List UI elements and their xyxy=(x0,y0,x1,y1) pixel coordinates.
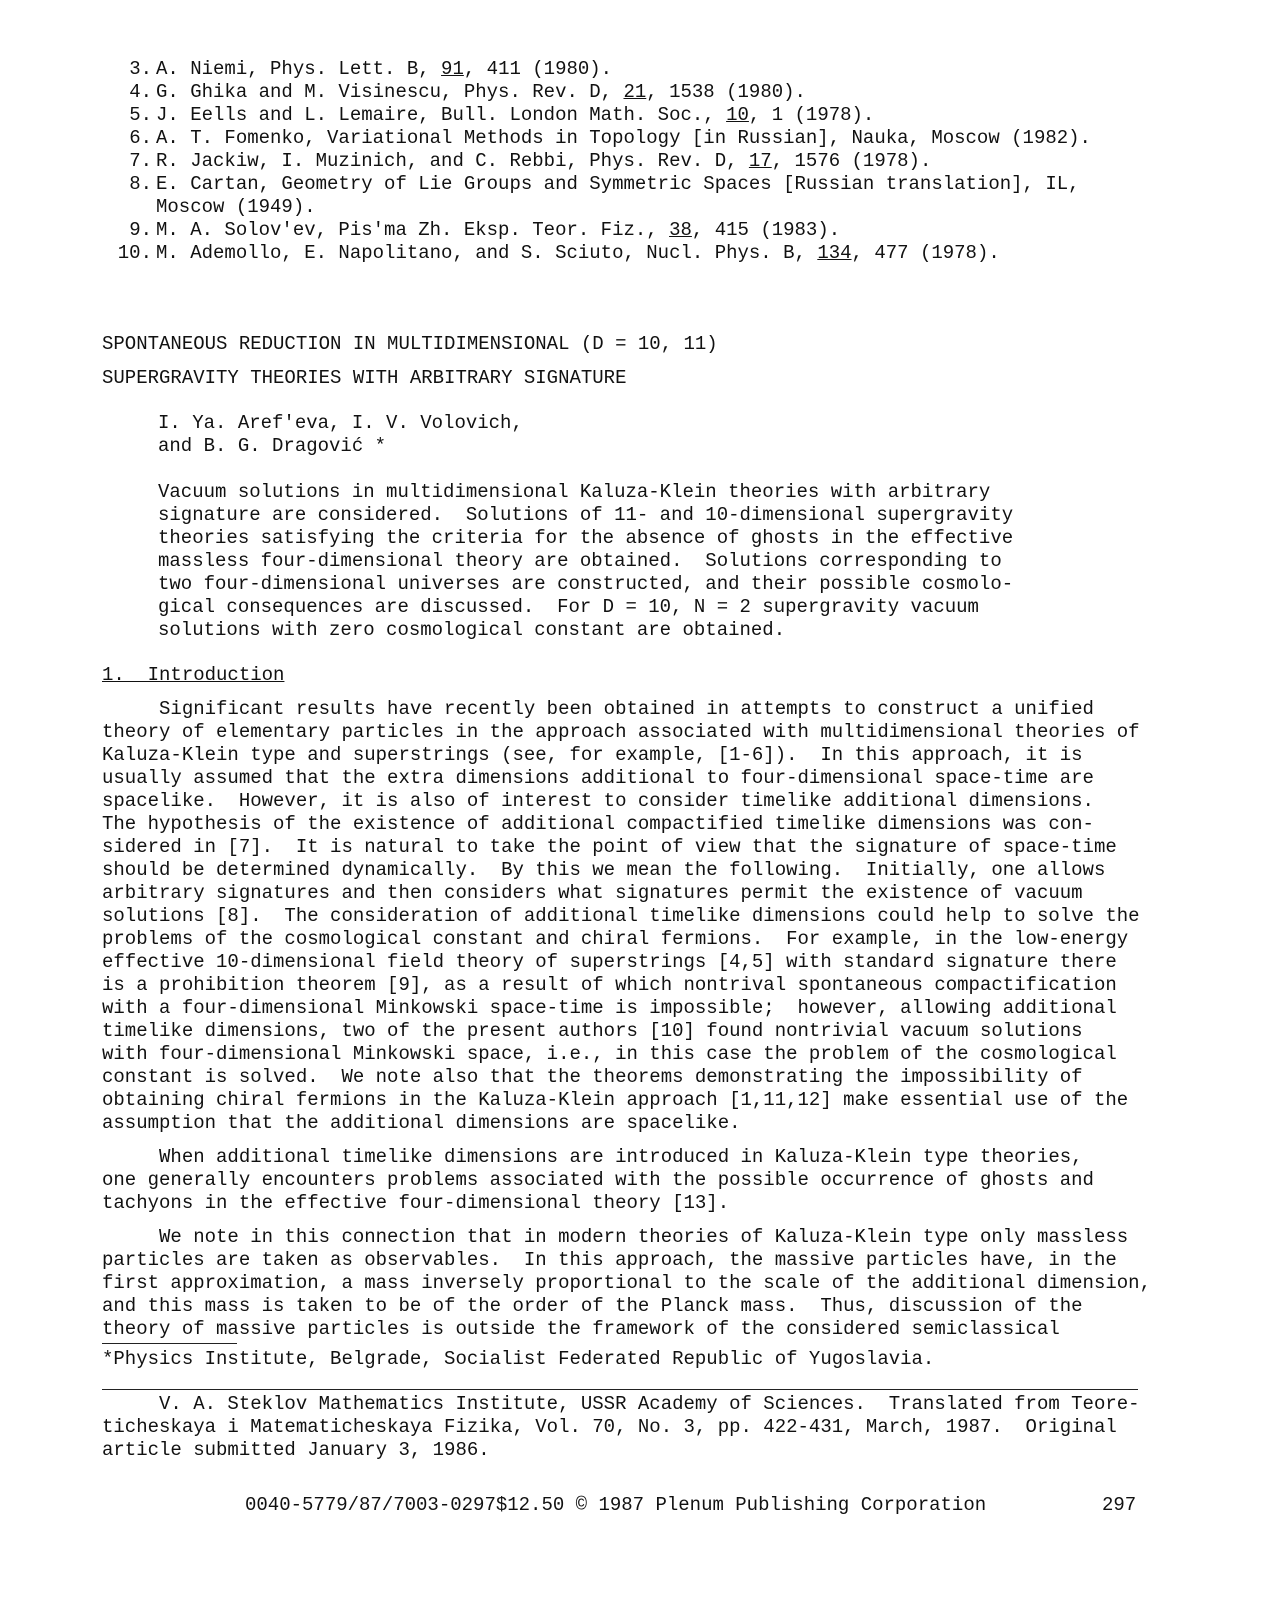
text-line: theory of elementary particles in the approach associated with multidimensional theories of xyxy=(102,721,1140,743)
page-number: 297 xyxy=(1102,1494,1137,1516)
text-line: particles are taken as observables. In this approach, the massive particles have, in the xyxy=(102,1249,1117,1271)
reference-volume: 91 xyxy=(441,58,464,80)
title-line: SPONTANEOUS REDUCTION IN MULTIDIMENSIONAL (D = 10, 11) xyxy=(102,333,718,355)
reference-list xyxy=(100,58,1160,265)
text-line: theory of massive particles is outside the framework of the considered semiclassical xyxy=(102,1318,1060,1340)
reference-number: 9. xyxy=(129,219,152,241)
abstract-line: theories satisfying the criteria for the absence of ghosts in the effective xyxy=(158,527,1014,549)
page-footer xyxy=(0,1494,1261,1518)
text-line: When additional timelike dimensions are introduced in Kaluza-Klein type theories, xyxy=(102,1146,1083,1168)
affiliation-line: V. A. Steklov Mathematics Institute, USSR Academy of Sciences. Translated from Teore- xyxy=(102,1393,1140,1415)
reference-volume: 17 xyxy=(748,150,772,172)
text-line: solutions [8]. The consideration of additional timelike dimensions could help to solve the xyxy=(102,905,1140,927)
affiliation-line: article submitted January 3, 1986. xyxy=(102,1439,490,1461)
text-line: tachyons in the effective four-dimensional theory [13]. xyxy=(102,1192,730,1214)
reference-text: M. A. Solov'ev, Pis'ma Zh. Eksp. Teor. Fiz., 38, 415 (1983). xyxy=(156,219,841,241)
affiliation-note xyxy=(102,1393,1162,1462)
authors-line: and B. G. Dragović * xyxy=(158,435,387,457)
article-title xyxy=(102,333,1162,401)
reference-text: G. Ghika and M. Visinescu, Phys. Rev. D, 21, 1538 (1980). xyxy=(156,81,806,103)
footnote-divider xyxy=(102,1343,237,1344)
reference-text: M. Ademollo, E. Napolitano, and S. Sciuto, Nucl. Phys. B, 134, 477 (1978). xyxy=(156,242,1000,264)
reference-item xyxy=(100,173,1160,219)
author-list xyxy=(158,412,1058,458)
abstract-line: two four-dimensional universes are constructed, and their possible cosmolo- xyxy=(158,573,1014,595)
text-line: obtaining chiral fermions in the Kaluza-Klein approach [1,11,12] make essential use of the xyxy=(102,1089,1129,1111)
reference-item xyxy=(100,219,1160,242)
abstract-line: massless four-dimensional theory are obtained. Solutions corresponding to xyxy=(158,550,1002,572)
reference-number: 4. xyxy=(129,81,152,103)
reference-item xyxy=(100,242,1160,265)
reference-item xyxy=(100,58,1160,81)
reference-item xyxy=(100,150,1160,173)
reference-number: 8. xyxy=(129,173,152,195)
reference-volume: 10 xyxy=(726,104,749,126)
reference-number: 10. xyxy=(117,242,152,264)
reference-item xyxy=(100,127,1160,150)
abstract-line: signature are considered. Solutions of 11- and 10-dimensional supergravity xyxy=(158,504,1014,526)
reference-volume: 134 xyxy=(817,242,852,264)
text-line: sidered in [7]. It is natural to take the point of view that the signature of space-time xyxy=(102,836,1117,858)
text-line: assumption that the additional dimensions are spacelike. xyxy=(102,1112,741,1134)
reference-item xyxy=(100,104,1160,127)
reference-text: J. Eells and L. Lemaire, Bull. London Math. Soc., 10, 1 (1978). xyxy=(156,104,875,126)
reference-text: R. Jackiw, I. Muzinich, and C. Rebbi, Phys. Rev. D, 17, 1576 (1978). xyxy=(156,150,932,172)
text-line: constant is solved. We note also that the theorems demonstrating the impossibility of xyxy=(102,1066,1083,1088)
reference-number: 7. xyxy=(129,150,152,172)
reference-text: E. Cartan, Geometry of Lie Groups and Symmetric Spaces [Russian translation], IL, Moscow (1949). xyxy=(156,173,1080,218)
text-line: Significant results have recently been obtained in attempts to construct a unified xyxy=(102,698,1094,720)
abstract-line: Vacuum solutions in multidimensional Kaluza-Klein theories with arbitrary xyxy=(158,481,991,503)
affiliation-line: ticheskaya i Matematicheskaya Fizika, Vol. 70, No. 3, pp. 422-431, March, 1987. Original xyxy=(102,1416,1117,1438)
text-line: usually assumed that the extra dimensions additional to four-dimensional space-time are xyxy=(102,767,1094,789)
reference-number: 5. xyxy=(129,104,152,126)
abstract-line: gical consequences are discussed. For D = 10, N = 2 supergravity vacuum xyxy=(158,596,979,618)
publication-code: 0040-5779/87/7003-0297$12.50 © 1987 Plenum Publishing Corporation xyxy=(245,1494,987,1516)
affiliation-divider xyxy=(102,1389,1138,1390)
reference-number: 6. xyxy=(129,127,152,149)
text-line: with a four-dimensional Minkowski space-time is impossible; however, allowing additional xyxy=(102,997,1117,1019)
reference-number: 3. xyxy=(129,58,152,80)
reference-text: A. T. Fomenko, Variational Methods in Topology [in Russian], Nauka, Moscow (1982). xyxy=(156,127,1091,149)
text-line: spacelike. However, it is also of interest to consider timelike additional dimensions. xyxy=(102,790,1094,812)
footnote: *Physics Institute, Belgrade, Socialist Federated Republic of Yugoslavia. xyxy=(102,1348,935,1370)
text-line: The hypothesis of the existence of additional compactified timelike dimensions was con- xyxy=(102,813,1094,835)
authors-line: I. Ya. Aref'eva, I. V. Volovich, xyxy=(158,412,523,434)
text-line: and this mass is taken to be of the order of the Planck mass. Thus, discussion of the xyxy=(102,1295,1083,1317)
text-line: Kaluza-Klein type and superstrings (see, for example, [1-6]). In this approach, it is xyxy=(102,744,1083,766)
text-line: We note in this connection that in modern theories of Kaluza-Klein type only massless xyxy=(102,1226,1129,1248)
reference-volume: 21 xyxy=(623,81,647,103)
introduction-body xyxy=(102,698,1162,1352)
text-line: problems of the cosmological constant and chiral fermions. For example, in the low-energy xyxy=(102,928,1129,950)
text-line: effective 10-dimensional field theory of superstrings [4,5] with standard signature there xyxy=(102,951,1117,973)
paragraph xyxy=(102,698,1162,1135)
reference-item xyxy=(100,81,1160,104)
section-heading: 1. Introduction xyxy=(102,664,285,686)
paragraph xyxy=(102,1146,1162,1215)
reference-text: A. Niemi, Phys. Lett. B, 91, 411 (1980). xyxy=(156,58,613,80)
text-line: first approximation, a mass inversely proportional to the scale of the additional dimension, xyxy=(102,1272,1151,1294)
abstract-line: solutions with zero cosmological constant are obtained. xyxy=(158,619,786,641)
text-line: should be determined dynamically. By this we mean the following. Initially, one allows xyxy=(102,859,1106,881)
title-line: SUPERGRAVITY THEORIES WITH ARBITRARY SIGNATURE xyxy=(102,367,627,389)
paragraph xyxy=(102,1226,1162,1341)
text-line: timelike dimensions, two of the present authors [10] found nontrivial vacuum solutions xyxy=(102,1020,1083,1042)
text-line: with four-dimensional Minkowski space, i.e., in this case the problem of the cosmological xyxy=(102,1043,1117,1065)
abstract xyxy=(158,481,1058,642)
text-line: is a prohibition theorem [9], as a result of which nontrival spontaneous compactification xyxy=(102,974,1117,996)
reference-volume: 38 xyxy=(669,219,692,241)
text-line: arbitrary signatures and then considers what signatures permit the existence of vacuum xyxy=(102,882,1083,904)
text-line: one generally encounters problems associated with the possible occurrence of ghosts and xyxy=(102,1169,1094,1191)
